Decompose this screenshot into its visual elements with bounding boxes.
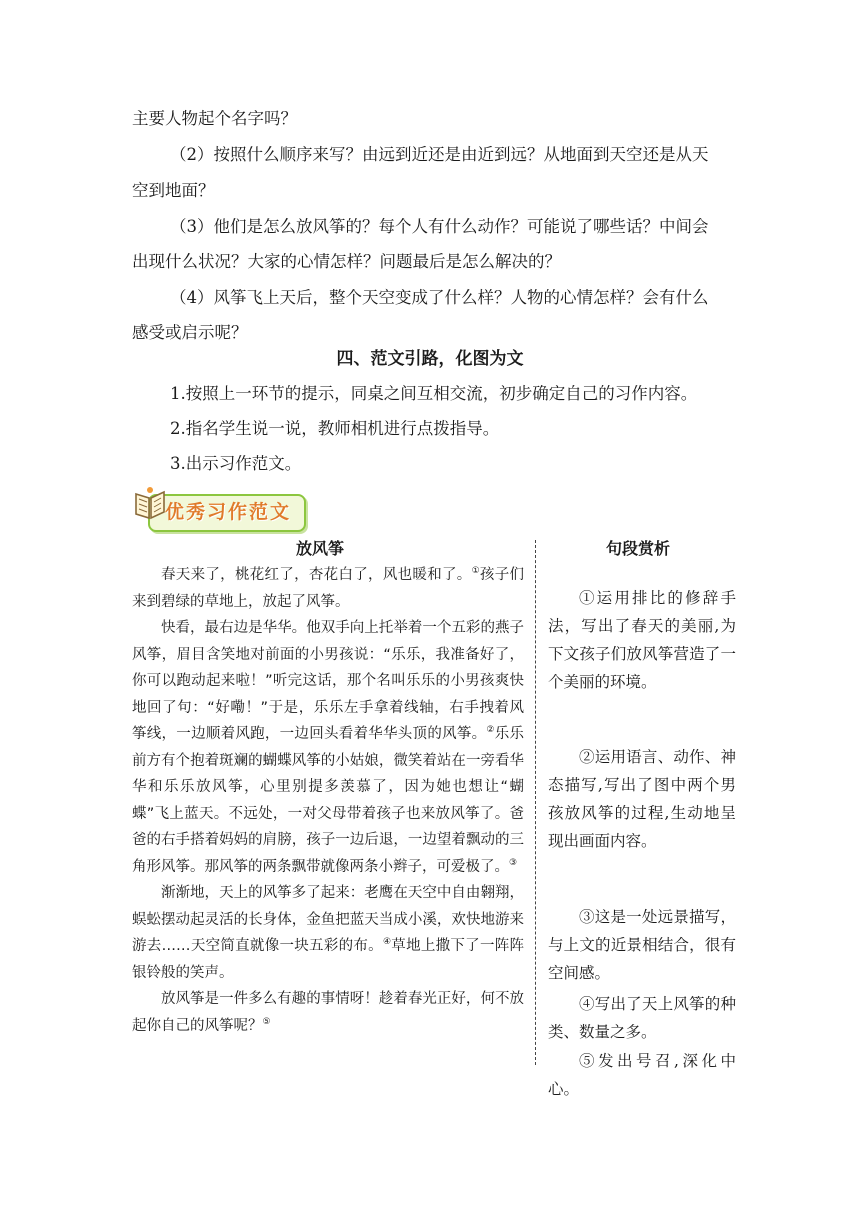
intro-line: （3）他们是怎么放风筝的？每个人有什么动作？可能说了哪些话？中间会 (170, 217, 709, 236)
essay-paragraph: 放风筝是一件多么有趣的事情呀！趁着春光正好，何不放起你自己的风筝呢？⑤ (132, 991, 524, 1034)
essay-body (132, 562, 524, 1039)
intro-line: （2）按照什么顺序来写？由远到近还是由近到远？从地面到天空还是从天 (170, 145, 709, 164)
step-item: 3.出示习作范文。 (170, 454, 302, 473)
badge-label: 优秀习作范文 (164, 501, 291, 523)
intro-line: （4）风筝飞上天后，整个天空变成了什么样？人物的心情怎样？会有什么 (170, 288, 709, 307)
step-item: 1.按照上一环节的提示，同桌之间互相交流，初步确定自己的习作内容。 (170, 384, 698, 403)
note-marker: ③ (509, 857, 518, 868)
essay-paragraph: 春天来了，桃花红了，杏花白了，风也暖和了。①孩子们来到碧绿的草地上，放起了风筝。 (132, 566, 524, 610)
step-item: 2.指名学生说一说，教师相机进行点拨指导。 (170, 419, 500, 438)
intro-line: 主要人物起个名字吗？ (132, 109, 297, 128)
column-divider (535, 540, 536, 1065)
section-heading: 四、范文引路，化图为文 (336, 349, 524, 369)
analysis-note: ⑤发出号召,深化中心。 (548, 1052, 736, 1098)
note-marker: ④ (382, 937, 392, 948)
note-marker: ⑤ (262, 1016, 271, 1027)
analysis-note: ②运用语言、动作、神态描写,写出了图中两个男孩放风筝的过程,生动地呈现出画面内容。 (548, 748, 736, 850)
intro-line: 空到地面？ (132, 181, 215, 200)
essay-paragraph: 快看，最右边是华华。他双手向上托举着一个五彩的燕子风筝，眉目含笑地对前面的小男孩说：“乐乐，我准备好了，你可以跑动起来啦！”听完这话，那个名叫乐乐的小男孩爽快地回了句：“好嘞！”于是，乐乐左手拿着线轴，右手拽着风筝线，一边顺着风跑，一边回头看着华华头顶的风筝。②乐乐前方有个抱着斑斓的蝴蝶风筝的小姑娘，微笑着站在一旁看华华和乐乐放风筝，心里别提多羡慕了，因为她也想让“蝴蝶”飞上蓝天。不远处，一对父母带着孩子也来放风筝了。爸爸的右手搭着妈妈的肩膀，孩子一边后退，一边望着飘动的三角形风筝。那风筝的两条飘带就像两条小辫子，可爱极了。③ (132, 620, 525, 875)
intro-line: 感受或启示呢？ (132, 323, 248, 342)
analysis-note: ①运用排比的修辞手法，写出了春天的美丽,为下文孩子们放风筝营造了一个美丽的环境。 (548, 589, 736, 691)
essay-title: 放风筝 (296, 539, 345, 558)
note-marker: ② (486, 725, 495, 736)
analysis-note: ③这是一处远景描写，与上文的近景相结合，很有空间感。 (548, 908, 736, 982)
analysis-note: ④写出了天上风筝的种类、数量之多。 (548, 995, 736, 1041)
essay-paragraph: 渐渐地，天上的风筝多了起来：老鹰在天空中自由翱翔，蜈蚣摆动起灵活的长身体，金鱼把蓝天当成小溪，欢快地游来游去……天空简直就像一块五彩的布。④草地上撒下了一阵阵银铃般的笑声。 (132, 885, 525, 981)
intro-line: 出现什么状况？大家的心情怎样？问题最后是怎么解决的？ (132, 252, 561, 271)
note-marker: ① (471, 566, 480, 577)
excellent-essay-badge (128, 484, 306, 534)
analysis-title: 句段赏析 (606, 539, 671, 558)
